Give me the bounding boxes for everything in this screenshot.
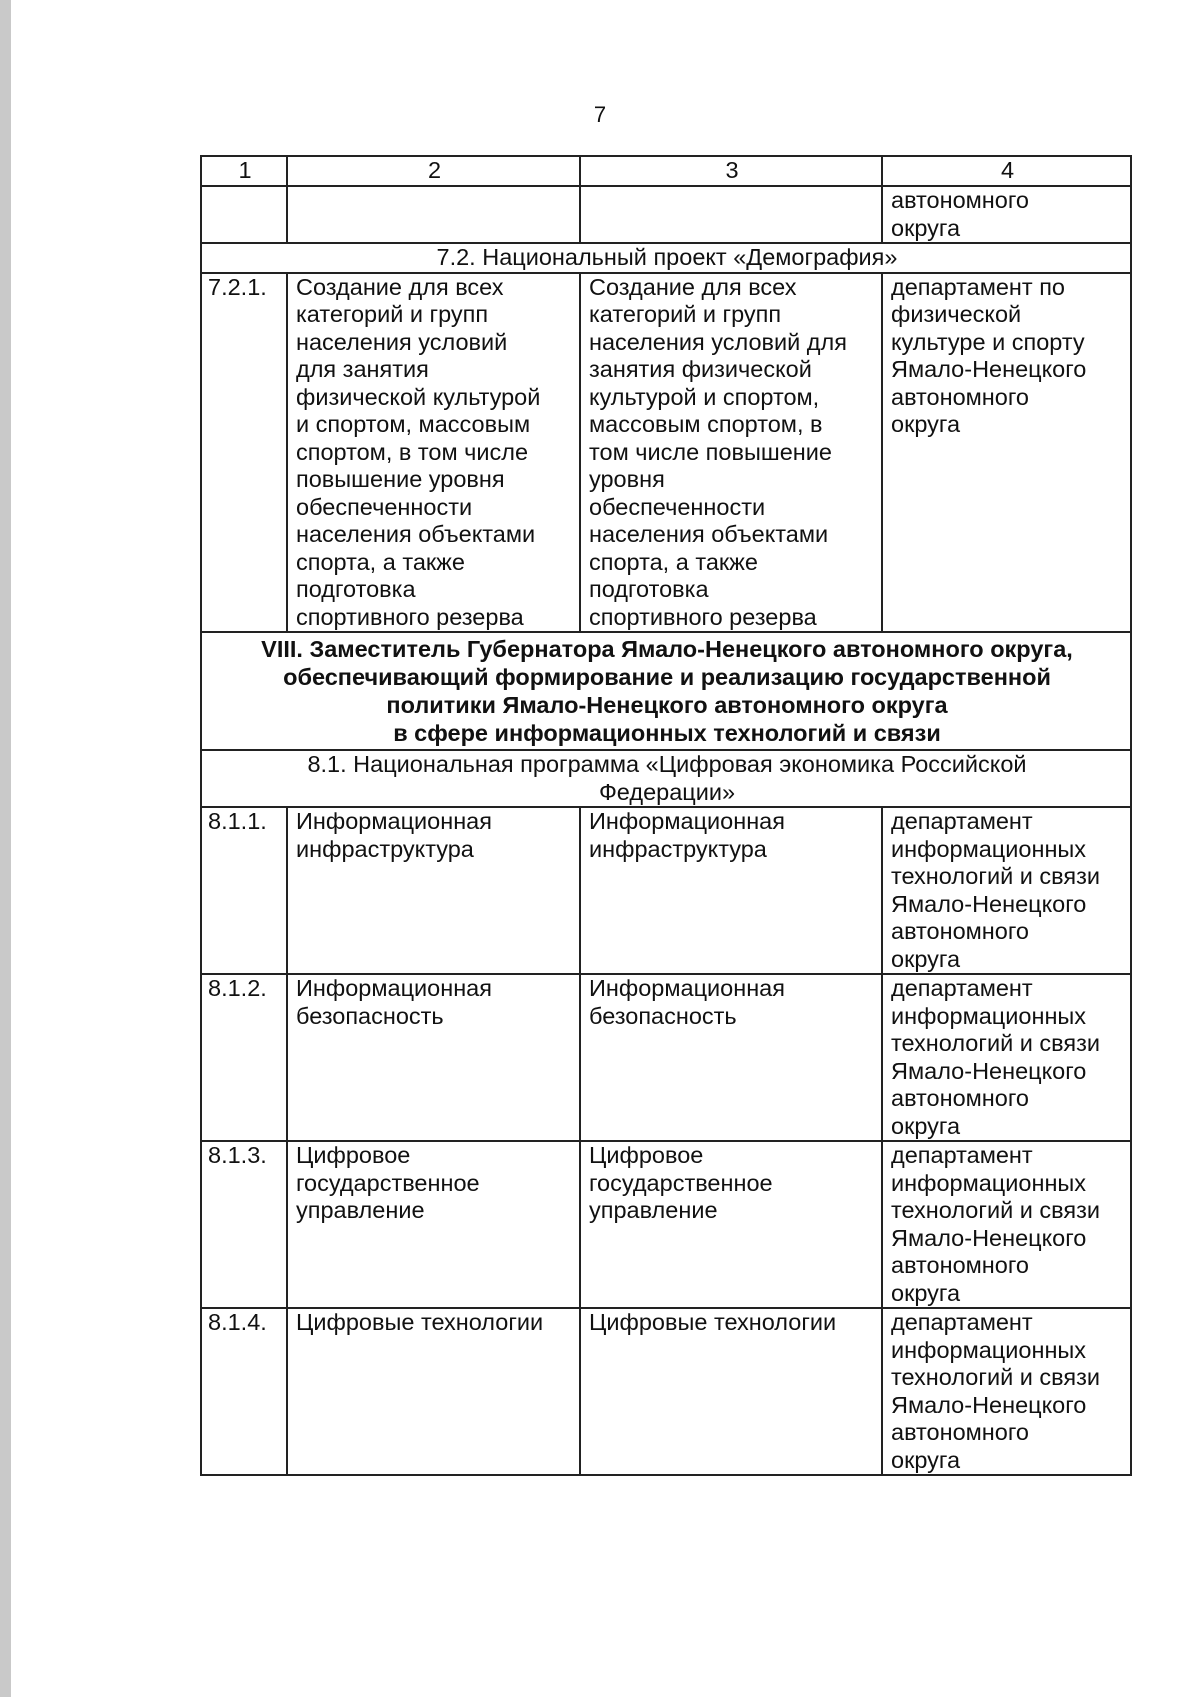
section-heading-row [201,243,1131,273]
continuation-col4: автономного округа [882,186,1131,243]
column-number-3: 3 [580,156,882,186]
row-col3: Цифровое государственное управление [580,1141,882,1308]
table-row [201,807,1131,974]
row-number: 8.1.4. [201,1308,287,1475]
table-row [201,974,1131,1141]
row-number: 8.1.3. [201,1141,287,1308]
row-col2: Информационная инфраструктура [287,807,580,974]
continuation-row [201,186,1131,243]
row-number: 7.2.1. [201,273,287,633]
row-col2: Создание для всех категорий и групп населения условий для занятия физической культурой и спортом, массовым спортом, в том числе повышение уровня обеспеченности населения объектами спорта, а также подготовка спортивного резерва [287,273,580,633]
row-col4: департамент информационных технологий и связи Ямало-Ненецкого автономного округа [882,807,1131,974]
row-col2: Цифровое государственное управление [287,1141,580,1308]
continuation-col3 [580,186,882,243]
section-7-2-title: 7.2. Национальный проект «Демография» [201,243,1131,273]
table-row [201,1141,1131,1308]
row-col3: Создание для всех категорий и групп населения условий для занятия физической культурой и спортом, массовым спортом, в том числе повышение уровня обеспеченности населения объектами спорта, а также подготовка спортивного резерва [580,273,882,633]
row-col4: департамент по физической культуре и спорту Ямало-Ненецкого автономного округа [882,273,1131,633]
row-number: 8.1.2. [201,974,287,1141]
page-number: 7 [593,102,607,127]
continuation-col2 [287,186,580,243]
row-number: 8.1.1. [201,807,287,974]
row-col2: Цифровые технологии [287,1308,580,1475]
row-col4: департамент информационных технологий и связи Ямало-Ненецкого автономного округа [882,1141,1131,1308]
row-col3: Информационная безопасность [580,974,882,1141]
document-table [200,155,1132,1476]
row-col3: Информационная инфраструктура [580,807,882,974]
scan-edge [0,0,11,1697]
row-col4: департамент информационных технологий и связи Ямало-Ненецкого автономного округа [882,974,1131,1141]
section-8-title: VIII. Заместитель Губернатора Ямало-Ненецкого автономного округа, обеспечивающий формирование и реализацию государственной политики Ямало-Ненецкого автономного округа в сфере информационных технологий и связи [201,632,1131,750]
table-row [201,273,1131,633]
row-col4: департамент информационных технологий и связи Ямало-Ненецкого автономного округа [882,1308,1131,1475]
row-col2: Информационная безопасность [287,974,580,1141]
section-heading-row [201,750,1131,807]
column-number-1: 1 [201,156,287,186]
row-col3: Цифровые технологии [580,1308,882,1475]
table-row [201,1308,1131,1475]
section-8-1-title: 8.1. Национальная программа «Цифровая экономика Российской Федерации» [201,750,1131,807]
section-heading-row [201,632,1131,750]
column-number-2: 2 [287,156,580,186]
continuation-col1 [201,186,287,243]
column-number-4: 4 [882,156,1131,186]
table-header-row [201,156,1131,186]
